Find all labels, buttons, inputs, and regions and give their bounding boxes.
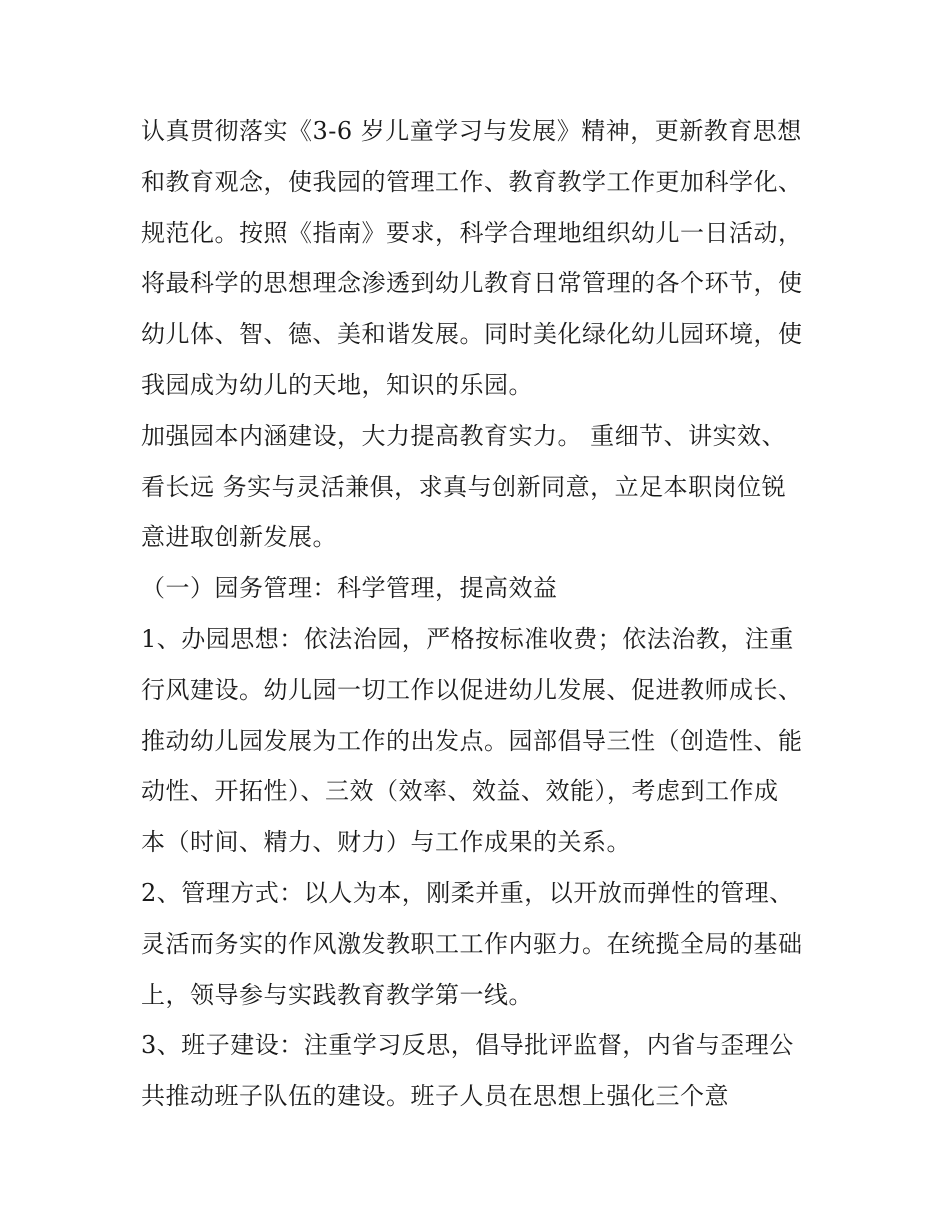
text-line: 将最科学的思想理念渗透到幼儿教育日常管理的各个环节，使 <box>141 269 803 298</box>
text-line: 我园成为幼儿的天地，知识的乐园。 <box>141 370 533 399</box>
text-line: 加强园本内涵建设，大力提高教育实力。 重细节、讲实效、 <box>141 421 787 450</box>
text-line: 本（时间、精力、财力）与工作成果的关系。 <box>141 828 631 857</box>
text-line: 和教育观念，使我园的管理工作、教育教学工作更加科学化、 <box>141 167 803 196</box>
text-line: 看长远 务实与灵活兼俱，求真与创新同意，立足本职岗位锐 <box>141 472 787 501</box>
text-line: 共推动班子队伍的建设。班子人员在思想上强化三个意 <box>141 1082 729 1111</box>
text-line: 意进取创新发展。 <box>141 523 337 552</box>
text-line: 上，领导参与实践教育教学第一线。 <box>141 980 533 1009</box>
text-line: 行风建设。幼儿园一切工作以促进幼儿发展、促进教师成长、 <box>141 675 803 704</box>
text-line: 幼儿体、智、德、美和谐发展。同时美化绿化幼儿园环境，使 <box>141 320 803 349</box>
document-body <box>141 106 831 1122</box>
text-line: 1、办园思想：依法治园，严格按标准收费；依法治教，注重 <box>141 624 794 653</box>
text-line: 认真贯彻落实《3-6 岁儿童学习与发展》精神，更新教育思想 <box>141 117 802 145</box>
section-heading: （一）园务管理：科学管理，提高效益 <box>141 574 558 603</box>
text-line: 规范化。按照《指南》要求，科学合理地组织幼儿一日活动， <box>141 218 803 247</box>
text-line: 推动幼儿园发展为工作的出发点。园部倡导三性（创造性、能 <box>141 726 803 755</box>
text-line: 2、管理方式：以人为本，刚柔并重，以开放而弹性的管理、 <box>141 878 794 907</box>
text-line: 3、班子建设：注重学习反思，倡导批评监督，内省与歪理公 <box>141 1031 794 1060</box>
text-line: 灵活而务实的作风激发教职工工作内驱力。在统揽全局的基础 <box>141 929 803 958</box>
text-line: 动性、开拓性）、三效（效率、效益、效能），考虑到工作成 <box>141 777 779 806</box>
